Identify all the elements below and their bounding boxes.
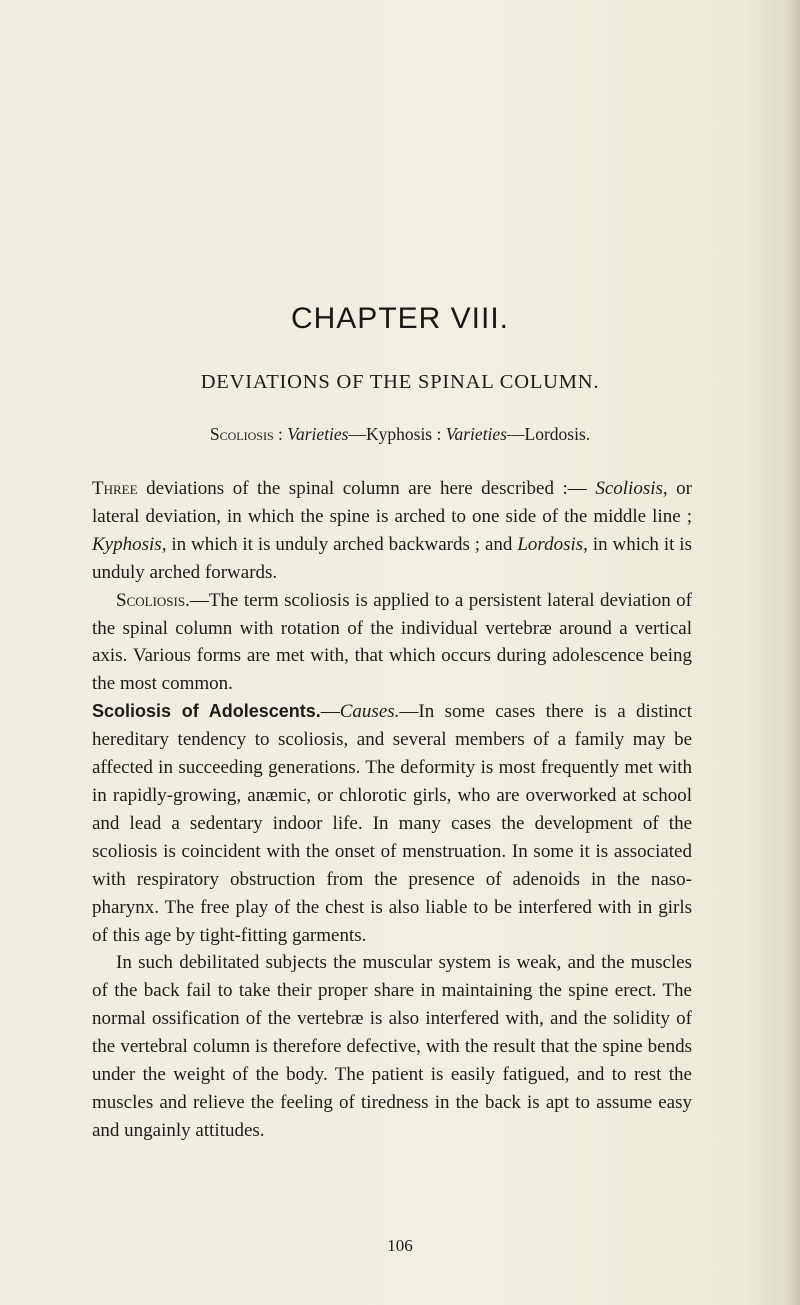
subheading-varieties: Varieties — [445, 424, 507, 444]
dash: — — [320, 701, 340, 723]
subheading-separator: : — [273, 424, 288, 444]
term-kyphosis: Kyphosis — [92, 533, 162, 555]
paragraph-scoliosis — [92, 587, 692, 699]
paragraph-text: , in which it is unduly arched forwards. — [92, 533, 692, 583]
body-text — [92, 475, 692, 1145]
section-heading: Scoliosis of Adolescents. — [92, 701, 321, 722]
paragraph-text: —The term scoliosis is applied to a persistent lateral deviation of the spinal column with rotation of the individual vertebræ around a vertical axis. Various forms are met with, that which occurs during adolescence being the most common. — [92, 589, 692, 695]
run-in-word: Three — [92, 478, 138, 499]
subheading-scoliosis: Scoliosis — [209, 424, 274, 444]
paragraph-text: deviations of the spinal column are here described :— — [137, 478, 596, 499]
page-edge-shadow — [786, 0, 800, 1305]
subsection-causes: Causes. — [339, 701, 400, 723]
term-scoliosis: Scoliosis — [595, 478, 663, 499]
subheading-varieties: Varieties — [287, 424, 349, 444]
run-in-heading: Scoliosis. — [116, 589, 190, 611]
chapter-subheading — [0, 424, 800, 445]
chapter-heading: CHAPTER VIII. — [290, 302, 510, 335]
paragraph-adolescents — [92, 698, 692, 949]
paragraph-text: —In some cases there is a distinct hereditary tendency to scoliosis, and several members of a family may be affected in succeeding generations. The deformity is most frequently met with in rapidly-growing, anæmic, or chlorotic girls, who are overworked at school and lead a sedentary indoor life. In many cases the development of the scoliosis is coincident with the onset of menstruation. In some it is associated with respiratory obstruction from the presence of adenoids in the naso-pharynx. The free play of the chest is also liable to be interfered with in girls of this age by tight-fitting garments. — [92, 701, 693, 946]
page-number: 106 — [387, 1236, 413, 1255]
paragraph-text: , in which it is unduly arched backwards ; and — [161, 533, 518, 555]
subheading-kyphosis: —Kyphosis — [348, 424, 433, 444]
chapter-title: DEVIATIONS OF THE SPINAL COLUMN. — [200, 371, 600, 393]
subheading-lordosis: —Lordosis. — [507, 424, 591, 444]
paragraph-debilitated: In such debilitated subjects the muscular system is weak, and the muscles of the back fail to take their proper share in maintaining the spine erect. The normal ossification of the vertebræ is also interfered with, and the solidity of the vertebral column is therefore defective, with the result that the spine bends under the weight of the body. The patient is easily fatigued, and to rest the muscles and relieve the feeling of tiredness in the back is apt to assume easy and ungainly attitudes. — [92, 952, 692, 1141]
subheading-separator: : — [432, 424, 446, 444]
paragraph-intro — [92, 475, 692, 587]
paragraph-text: , or lateral deviation, in which the spine is arched to one side of the middle line ; — [92, 478, 692, 527]
term-lordosis: Lordosis — [517, 533, 584, 555]
